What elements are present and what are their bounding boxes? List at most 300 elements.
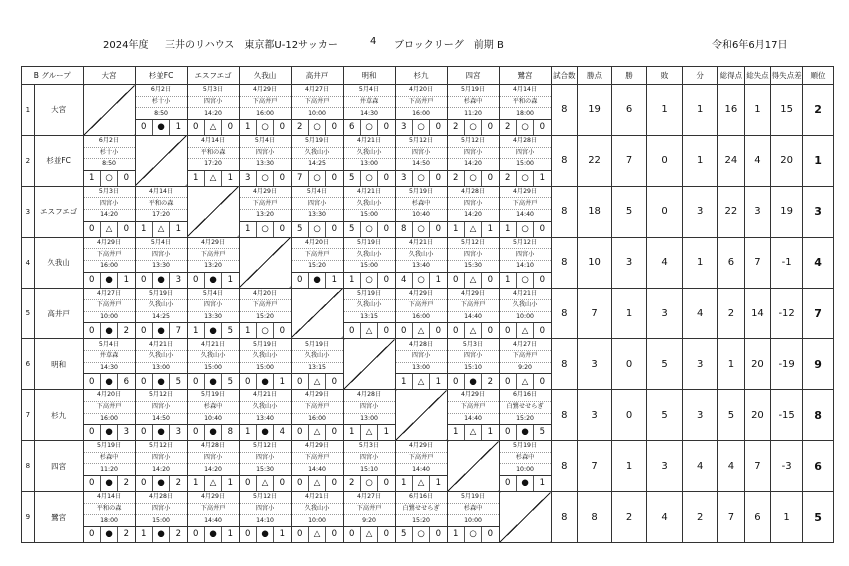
goals-for: 1 (240, 120, 257, 135)
result-mark: △ (309, 476, 326, 491)
match-info (500, 339, 551, 389)
goals-against: 1 (227, 529, 234, 540)
match-time: 13:30 (152, 262, 170, 270)
match-score (136, 373, 187, 389)
match-date: 4月28日 (396, 339, 447, 351)
match-score (396, 221, 447, 237)
team-row (22, 186, 834, 237)
match-venue: 四宮小 (448, 249, 499, 261)
match-time: 9:20 (518, 363, 532, 371)
match-time: 18:00 (100, 516, 118, 524)
result-mark: △ (153, 222, 170, 237)
match-info (500, 390, 551, 440)
match-time: 10:00 (100, 313, 118, 321)
stat-value: 1 (744, 85, 771, 136)
match-date: 5月19日 (448, 492, 499, 504)
goals-against: 3 (175, 274, 182, 285)
goals-for: 2 (448, 171, 465, 186)
match-cell (343, 85, 395, 136)
match-date: 5月3日 (188, 85, 239, 97)
stat-header: 得失点差 (771, 67, 803, 85)
stat-value: 3 (744, 186, 771, 237)
match-venue: 久我山小 (240, 402, 291, 414)
match-cell (83, 339, 135, 390)
match-venue: 白鷺せせらぎ (396, 504, 447, 516)
goals-against: 0 (331, 223, 338, 234)
result-mark: ○ (413, 171, 430, 186)
goals-for: 0 (292, 476, 309, 491)
result-mark: △ (205, 171, 222, 186)
match-score (500, 475, 551, 491)
result-mark: ○ (361, 273, 378, 288)
match-date: 4月29日 (396, 441, 447, 453)
result-mark: ● (205, 425, 222, 440)
match-info (240, 187, 291, 237)
match-score (500, 170, 551, 186)
match-info (500, 136, 551, 186)
goals-against: 1 (435, 478, 442, 489)
goals-for: 5 (344, 171, 361, 186)
match-venue: 下高井戸 (292, 97, 343, 109)
match-score (84, 373, 135, 389)
match-time: 15:00 (152, 516, 170, 524)
goals-for: 0 (188, 527, 205, 542)
match-date: 5月4日 (292, 187, 343, 199)
goals-against: 0 (279, 122, 286, 133)
match-date: 4月21日 (344, 187, 395, 199)
league-number: 4 (370, 36, 377, 47)
goals-against: 1 (331, 274, 338, 285)
match-time: 13:20 (204, 262, 222, 270)
match-cell (499, 135, 551, 186)
match-cell (83, 135, 135, 186)
match-venue: 四宮小 (136, 453, 187, 465)
match-time: 14:20 (204, 109, 222, 117)
rank-value: 6 (803, 441, 834, 492)
match-score (344, 221, 395, 237)
self-match-cell (135, 135, 187, 186)
goals-against: 1 (487, 427, 494, 438)
match-score (188, 373, 239, 389)
result-mark: ● (257, 374, 274, 389)
team-name: 鷺宮 (34, 492, 83, 543)
match-venue: 四宮小 (84, 198, 135, 210)
match-info (396, 492, 447, 542)
match-time: 13:15 (308, 363, 326, 371)
result-mark: ○ (517, 120, 534, 135)
match-time: 15:00 (516, 160, 534, 168)
goals-for: 2 (292, 120, 309, 135)
match-venue: 杉森中 (396, 198, 447, 210)
match-score (344, 119, 395, 135)
match-score (136, 424, 187, 440)
match-cell (447, 339, 499, 390)
stat-value: 10 (578, 237, 612, 288)
match-score (188, 170, 239, 186)
team-row (22, 390, 834, 441)
result-mark: ○ (413, 222, 430, 237)
result-mark: △ (413, 374, 430, 389)
match-date: 5月4日 (344, 85, 395, 97)
match-date: 4月29日 (500, 187, 551, 199)
match-score (188, 322, 239, 338)
rank-value: 2 (803, 85, 834, 136)
row-number: 9 (22, 492, 35, 543)
rank-value: 5 (803, 492, 834, 543)
match-score (344, 272, 395, 288)
match-score (500, 373, 551, 389)
match-venue: 四宮小 (292, 198, 343, 210)
goals-against: 1 (487, 223, 494, 234)
stat-value: 20 (744, 339, 771, 390)
match-date: 4月14日 (136, 187, 187, 199)
match-info (84, 339, 135, 389)
row-number: 3 (22, 186, 35, 237)
match-venue: 久我山小 (344, 148, 395, 160)
match-venue: 四宮小 (448, 148, 499, 160)
match-date: 4月14日 (500, 85, 551, 97)
goals-for: 0 (136, 273, 153, 288)
match-info (292, 85, 343, 135)
match-venue: 下高井戸 (292, 453, 343, 465)
match-time: 14:20 (100, 211, 118, 219)
goals-against: 0 (279, 173, 286, 184)
team-name: 明和 (34, 339, 83, 390)
result-mark: △ (413, 476, 430, 491)
match-time: 15:30 (464, 262, 482, 270)
match-score (500, 272, 551, 288)
match-cell (291, 492, 343, 543)
match-venue: 久我山小 (136, 300, 187, 312)
match-date: 4月21日 (136, 339, 187, 351)
match-score (240, 170, 291, 186)
match-date: 4月29日 (292, 390, 343, 402)
result-mark: △ (465, 323, 482, 338)
match-venue: 久我山小 (344, 249, 395, 261)
result-mark: ● (517, 476, 534, 491)
result-mark: △ (361, 323, 378, 338)
match-score (448, 221, 499, 237)
team-name: エスフエゴ (34, 186, 83, 237)
result-mark: ● (205, 527, 222, 542)
self-match-cell (343, 339, 395, 390)
match-time: 18:00 (516, 109, 534, 117)
match-cell (499, 339, 551, 390)
goals-for: 0 (136, 476, 153, 491)
match-cell (447, 237, 499, 288)
result-mark: ○ (517, 222, 534, 237)
match-cell (83, 237, 135, 288)
match-cell (239, 85, 291, 136)
match-score (396, 119, 447, 135)
goals-against: 0 (279, 325, 286, 336)
stat-value: 4 (647, 492, 683, 543)
match-info (84, 187, 135, 237)
match-time: 13:00 (360, 414, 378, 422)
goals-for: 8 (396, 222, 413, 237)
match-date: 4月21日 (396, 238, 447, 250)
match-date: 4月29日 (448, 289, 499, 301)
match-date: 4月27日 (292, 85, 343, 97)
match-date: 5月19日 (448, 85, 499, 97)
match-info (292, 136, 343, 186)
match-score (292, 221, 343, 237)
stat-value: 14 (744, 288, 771, 339)
goals-against: 0 (487, 274, 494, 285)
match-time: 13:00 (412, 363, 430, 371)
match-venue: 四宮小 (448, 351, 499, 363)
goals-against: 0 (539, 223, 546, 234)
match-venue: 下高井戸 (292, 249, 343, 261)
match-venue: 四宮小 (188, 453, 239, 465)
match-cell (135, 441, 187, 492)
match-score (500, 221, 551, 237)
stat-value: 1 (683, 237, 718, 288)
match-date: 4月28日 (448, 187, 499, 199)
match-info (188, 136, 239, 186)
stat-value: -3 (771, 441, 803, 492)
rank-value: 4 (803, 237, 834, 288)
report-date: 令和6年6月17日 (712, 40, 788, 51)
match-cell (135, 339, 187, 390)
goals-for: 0 (344, 323, 361, 338)
goals-for: 6 (344, 120, 361, 135)
match-cell (83, 492, 135, 543)
goals-for: 2 (500, 120, 517, 135)
goals-for: 0 (84, 527, 101, 542)
match-time: 10:00 (516, 313, 534, 321)
match-cell (291, 186, 343, 237)
goals-for: 1 (240, 222, 257, 237)
result-mark: △ (465, 425, 482, 440)
match-time: 14:10 (256, 516, 274, 524)
goals-against: 1 (123, 274, 130, 285)
opponent-header: 明和 (343, 67, 395, 85)
goals-against: 0 (539, 274, 546, 285)
stat-value: 6 (744, 492, 771, 543)
result-mark: ○ (309, 222, 326, 237)
stat-value: 8 (551, 135, 578, 186)
match-score (344, 526, 395, 542)
result-mark: ○ (517, 171, 534, 186)
match-info (188, 492, 239, 542)
match-info (396, 339, 447, 389)
self-match-cell (499, 492, 551, 543)
goals-for: 0 (84, 273, 101, 288)
match-score (448, 272, 499, 288)
goals-for: 4 (396, 273, 413, 288)
goals-for: 2 (344, 476, 361, 491)
match-cell (291, 339, 343, 390)
goals-for: 0 (396, 323, 413, 338)
match-venue: 下高井戸 (84, 249, 135, 261)
goals-for: 0 (136, 425, 153, 440)
match-info (396, 441, 447, 491)
match-time: 15:00 (204, 363, 222, 371)
match-info (240, 289, 291, 339)
team-row (22, 135, 834, 186)
match-date: 4月27日 (84, 289, 135, 301)
match-score (500, 424, 551, 440)
result-mark: ● (101, 273, 118, 288)
goals-against: 2 (123, 529, 130, 540)
result-mark: ● (101, 476, 118, 491)
goals-for: 0 (84, 323, 101, 338)
goals-for: 1 (344, 425, 361, 440)
match-date: 5月12日 (396, 136, 447, 148)
match-info (136, 339, 187, 389)
goals-for: 1 (84, 171, 101, 186)
result-mark: △ (101, 222, 118, 237)
match-cell (135, 85, 187, 136)
match-cell (343, 492, 395, 543)
match-score (240, 119, 291, 135)
match-score (136, 221, 187, 237)
match-venue: 杉森中 (84, 453, 135, 465)
match-info (84, 492, 135, 542)
goals-for: 0 (500, 374, 517, 389)
result-mark: ○ (361, 171, 378, 186)
goals-against: 1 (383, 427, 390, 438)
goals-against: 0 (331, 122, 338, 133)
match-time: 15:20 (256, 313, 274, 321)
stat-value: 19 (578, 85, 612, 136)
match-time: 15:10 (360, 465, 378, 473)
match-date: 5月19日 (344, 289, 395, 301)
match-score (240, 526, 291, 542)
self-match-cell (239, 237, 291, 288)
result-mark: △ (309, 425, 326, 440)
match-time: 16:00 (256, 109, 274, 117)
match-cell (135, 288, 187, 339)
stat-header: 順位 (803, 67, 834, 85)
goals-against: 0 (331, 376, 338, 387)
match-score (500, 119, 551, 135)
match-info (292, 238, 343, 288)
match-score (84, 475, 135, 491)
team-name: 久我山 (34, 237, 83, 288)
goals-against: 1 (539, 173, 546, 184)
match-date: 5月12日 (448, 136, 499, 148)
result-mark: ● (153, 527, 170, 542)
match-info (344, 492, 395, 542)
match-cell (187, 390, 239, 441)
goals-against: 0 (539, 122, 546, 133)
match-date: 5月12日 (240, 441, 291, 453)
goals-for: 0 (136, 120, 153, 135)
result-mark: ● (205, 273, 222, 288)
league-table (21, 66, 834, 543)
goals-for: 1 (448, 425, 465, 440)
match-score (240, 424, 291, 440)
match-venue: 四宮小 (500, 148, 551, 160)
goals-against: 1 (435, 274, 442, 285)
goals-for: 1 (396, 374, 413, 389)
match-score (188, 526, 239, 542)
stat-value: 20 (744, 390, 771, 441)
match-date: 4月21日 (188, 339, 239, 351)
match-cell (135, 237, 187, 288)
match-score (396, 526, 447, 542)
opponent-header: エスフエゴ (187, 67, 239, 85)
match-info (344, 390, 395, 440)
match-info (344, 85, 395, 135)
match-venue: 四宮小 (396, 148, 447, 160)
row-number: 4 (22, 237, 35, 288)
match-info (396, 136, 447, 186)
match-cell (239, 288, 291, 339)
match-score (448, 170, 499, 186)
goals-for: 1 (448, 527, 465, 542)
result-mark: △ (465, 222, 482, 237)
team-row (22, 237, 834, 288)
match-info (448, 238, 499, 288)
goals-for: 0 (84, 476, 101, 491)
result-mark: ● (153, 476, 170, 491)
goals-against: 0 (435, 223, 442, 234)
match-time: 14:20 (152, 465, 170, 473)
match-venue: 平和の森 (84, 504, 135, 516)
result-mark: ○ (257, 120, 274, 135)
team-row (22, 288, 834, 339)
goals-for: 1 (500, 273, 517, 288)
match-venue: 杉森中 (448, 97, 499, 109)
stat-value: 3 (578, 390, 612, 441)
match-info (136, 238, 187, 288)
goals-against: 1 (227, 274, 234, 285)
team-name: 四宮 (34, 441, 83, 492)
stat-value: 19 (771, 186, 803, 237)
goals-for: 5 (292, 222, 309, 237)
goals-for: 0 (84, 425, 101, 440)
match-cell (187, 135, 239, 186)
team-name: 杉並FC (34, 135, 83, 186)
match-date: 5月3日 (344, 441, 395, 453)
match-cell (343, 390, 395, 441)
match-time: 14:40 (308, 465, 326, 473)
goals-against: 2 (487, 376, 494, 387)
match-date: 4月20日 (240, 289, 291, 301)
goals-against: 0 (331, 427, 338, 438)
match-venue: 四宮小 (396, 351, 447, 363)
match-info (448, 85, 499, 135)
match-time: 8:50 (154, 109, 168, 117)
match-time: 14:50 (412, 160, 430, 168)
match-score (292, 424, 343, 440)
match-venue: 四宮小 (240, 453, 291, 465)
stat-value: 8 (551, 339, 578, 390)
match-venue: 四宮小 (240, 504, 291, 516)
stat-value: 3 (647, 441, 683, 492)
match-time: 13:00 (360, 160, 378, 168)
goals-for: 0 (188, 374, 205, 389)
match-info (344, 238, 395, 288)
stat-header: 総得点 (718, 67, 745, 85)
goals-against: 0 (383, 173, 390, 184)
result-mark: △ (465, 273, 482, 288)
result-mark: ● (101, 323, 118, 338)
goals-for: 1 (188, 171, 205, 186)
match-cell (135, 492, 187, 543)
match-cell (447, 135, 499, 186)
stat-value: 8 (578, 492, 612, 543)
team-row (22, 492, 834, 543)
match-score (292, 272, 343, 288)
match-info (84, 238, 135, 288)
match-time: 16:00 (100, 262, 118, 270)
stat-value: 2 (612, 492, 647, 543)
match-venue: 久我山小 (292, 351, 343, 363)
